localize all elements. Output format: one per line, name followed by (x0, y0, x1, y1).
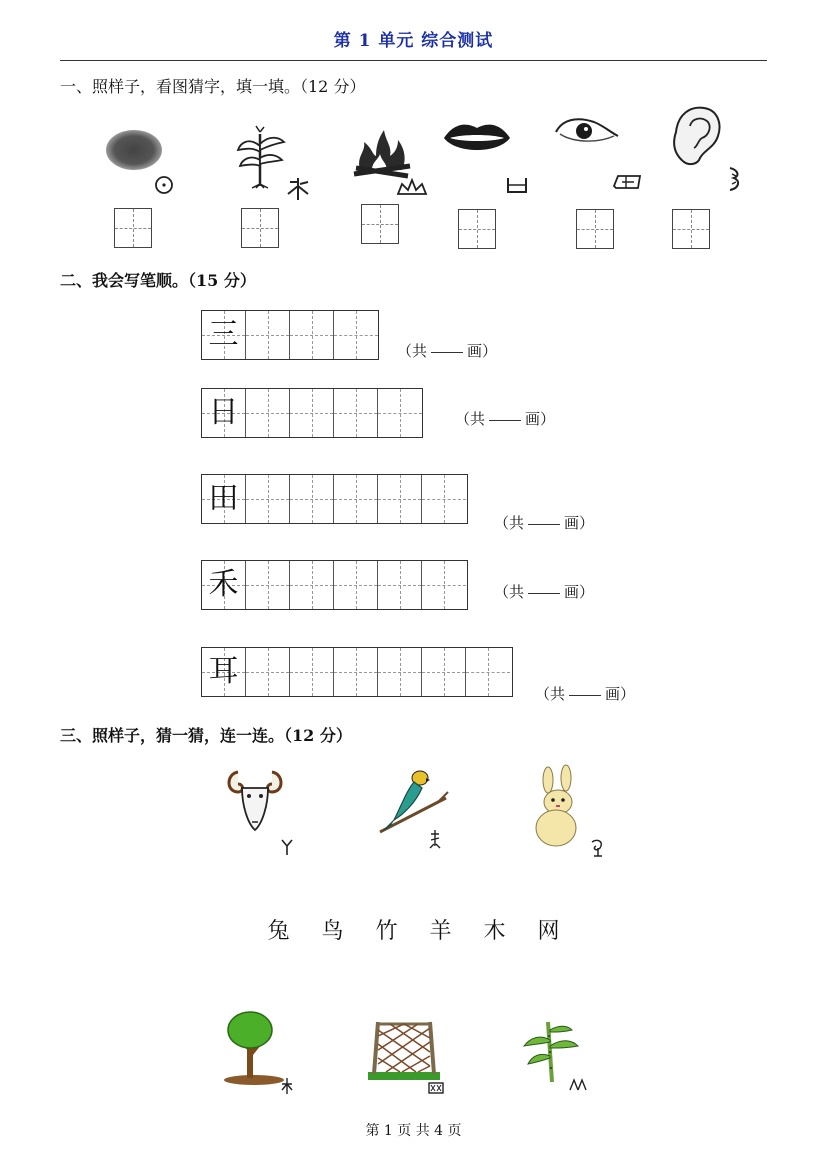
tree-glyph-icon (286, 178, 312, 200)
answer-box-4[interactable] (458, 209, 496, 249)
ear-icon (670, 104, 724, 166)
answer-box-1[interactable] (114, 208, 152, 248)
section1-heading: 一、照样子，看图猜字，填一填。（12 分） (60, 77, 366, 96)
goat-head-icon[interactable] (226, 766, 284, 832)
char-option[interactable]: 竹 (375, 919, 398, 944)
tree-icon[interactable] (220, 1006, 284, 1084)
stroke-count-1: （共 画） (397, 342, 498, 360)
stroke-order-row-3 (201, 474, 468, 524)
stroke-cell[interactable] (290, 561, 334, 609)
stroke-char: 田 (208, 481, 239, 516)
answer-box-3[interactable] (361, 204, 399, 244)
stroke-cell[interactable] (378, 475, 422, 523)
stroke-order-row-4 (201, 560, 468, 610)
rabbit-icon[interactable] (530, 764, 586, 848)
stroke-cell[interactable] (334, 648, 378, 696)
stroke-cell[interactable] (422, 648, 466, 696)
stroke-cell[interactable] (378, 648, 422, 696)
stroke-cell[interactable] (378, 561, 422, 609)
stroke-char: 禾 (208, 567, 239, 602)
stroke-cell[interactable] (246, 561, 290, 609)
parrot-glyph-icon (428, 828, 442, 850)
stroke-count-2: （共 画） (455, 410, 556, 428)
tree-glyph-icon (280, 1076, 294, 1096)
character-choices (0, 914, 827, 945)
stroke-order-row-2 (201, 388, 423, 438)
char-option[interactable]: 兔 (267, 919, 290, 944)
bamboo-icon[interactable] (522, 1016, 580, 1084)
char-option[interactable]: 羊 (429, 919, 452, 944)
stroke-cell[interactable] (246, 475, 290, 523)
stroke-order-row-1 (201, 310, 379, 360)
stroke-order-row-5 (201, 647, 513, 697)
stroke-count-5: （共 画） (535, 685, 636, 703)
stroke-char: 三 (208, 317, 239, 352)
net-icon[interactable] (364, 1016, 444, 1082)
section2-heading: 二、我会写笔顺。（15 分） (60, 271, 256, 290)
stroke-cell[interactable] (334, 475, 378, 523)
stroke-cell[interactable] (378, 389, 422, 437)
stroke-cell[interactable] (290, 389, 334, 437)
count-blank[interactable] (569, 694, 601, 696)
stroke-cell[interactable] (246, 389, 290, 437)
answer-box-5[interactable] (576, 209, 614, 249)
answer-box-6[interactable] (672, 209, 710, 249)
ear-glyph-icon (726, 166, 742, 192)
count-blank[interactable] (528, 592, 560, 594)
stroke-cell[interactable] (246, 311, 290, 359)
count-blank[interactable] (528, 523, 560, 525)
stroke-char: 耳 (208, 654, 239, 689)
rabbit-glyph-icon (588, 838, 606, 858)
fire-icon (350, 126, 414, 182)
stroke-cell[interactable] (422, 561, 466, 609)
sun-icon (104, 128, 164, 178)
stroke-cell[interactable] (466, 648, 510, 696)
stroke-cell[interactable] (334, 311, 378, 359)
stroke-cell[interactable] (334, 561, 378, 609)
eye-glyph-icon (612, 174, 642, 190)
sprout-icon (230, 126, 290, 188)
count-blank[interactable] (489, 419, 521, 421)
bamboo-glyph-icon (568, 1078, 588, 1092)
mouth-glyph-icon (506, 176, 528, 194)
eye-icon (552, 118, 622, 152)
char-option[interactable]: 网 (537, 919, 560, 944)
stroke-cell[interactable] (422, 475, 466, 523)
count-blank[interactable] (431, 351, 463, 353)
char-option[interactable]: 木 (483, 919, 506, 944)
stroke-cell[interactable] (290, 475, 334, 523)
char-option[interactable]: 鸟 (321, 919, 344, 944)
goat-glyph-icon (280, 838, 294, 856)
fire-glyph-icon (396, 178, 428, 196)
stroke-cell[interactable] (334, 389, 378, 437)
stroke-cell[interactable] (246, 648, 290, 696)
stroke-count-4: （共 画） (494, 583, 595, 601)
mouth-icon (442, 118, 512, 158)
stroke-cell[interactable] (290, 311, 334, 359)
title-divider (60, 60, 767, 61)
stroke-count-3: （共 画） (494, 514, 595, 532)
section3-heading: 三、照样子，猜一猜，连一连。（12 分） (60, 726, 352, 745)
stroke-cell[interactable] (290, 648, 334, 696)
sun-glyph-icon (152, 174, 176, 196)
answer-box-2[interactable] (241, 208, 279, 248)
page-footer: 第 1 页 共 4 页 (365, 1123, 462, 1139)
page-title: 第 1 单元 综合测试 (333, 31, 494, 51)
net-glyph-icon (428, 1082, 444, 1094)
stroke-char: 日 (208, 395, 239, 430)
